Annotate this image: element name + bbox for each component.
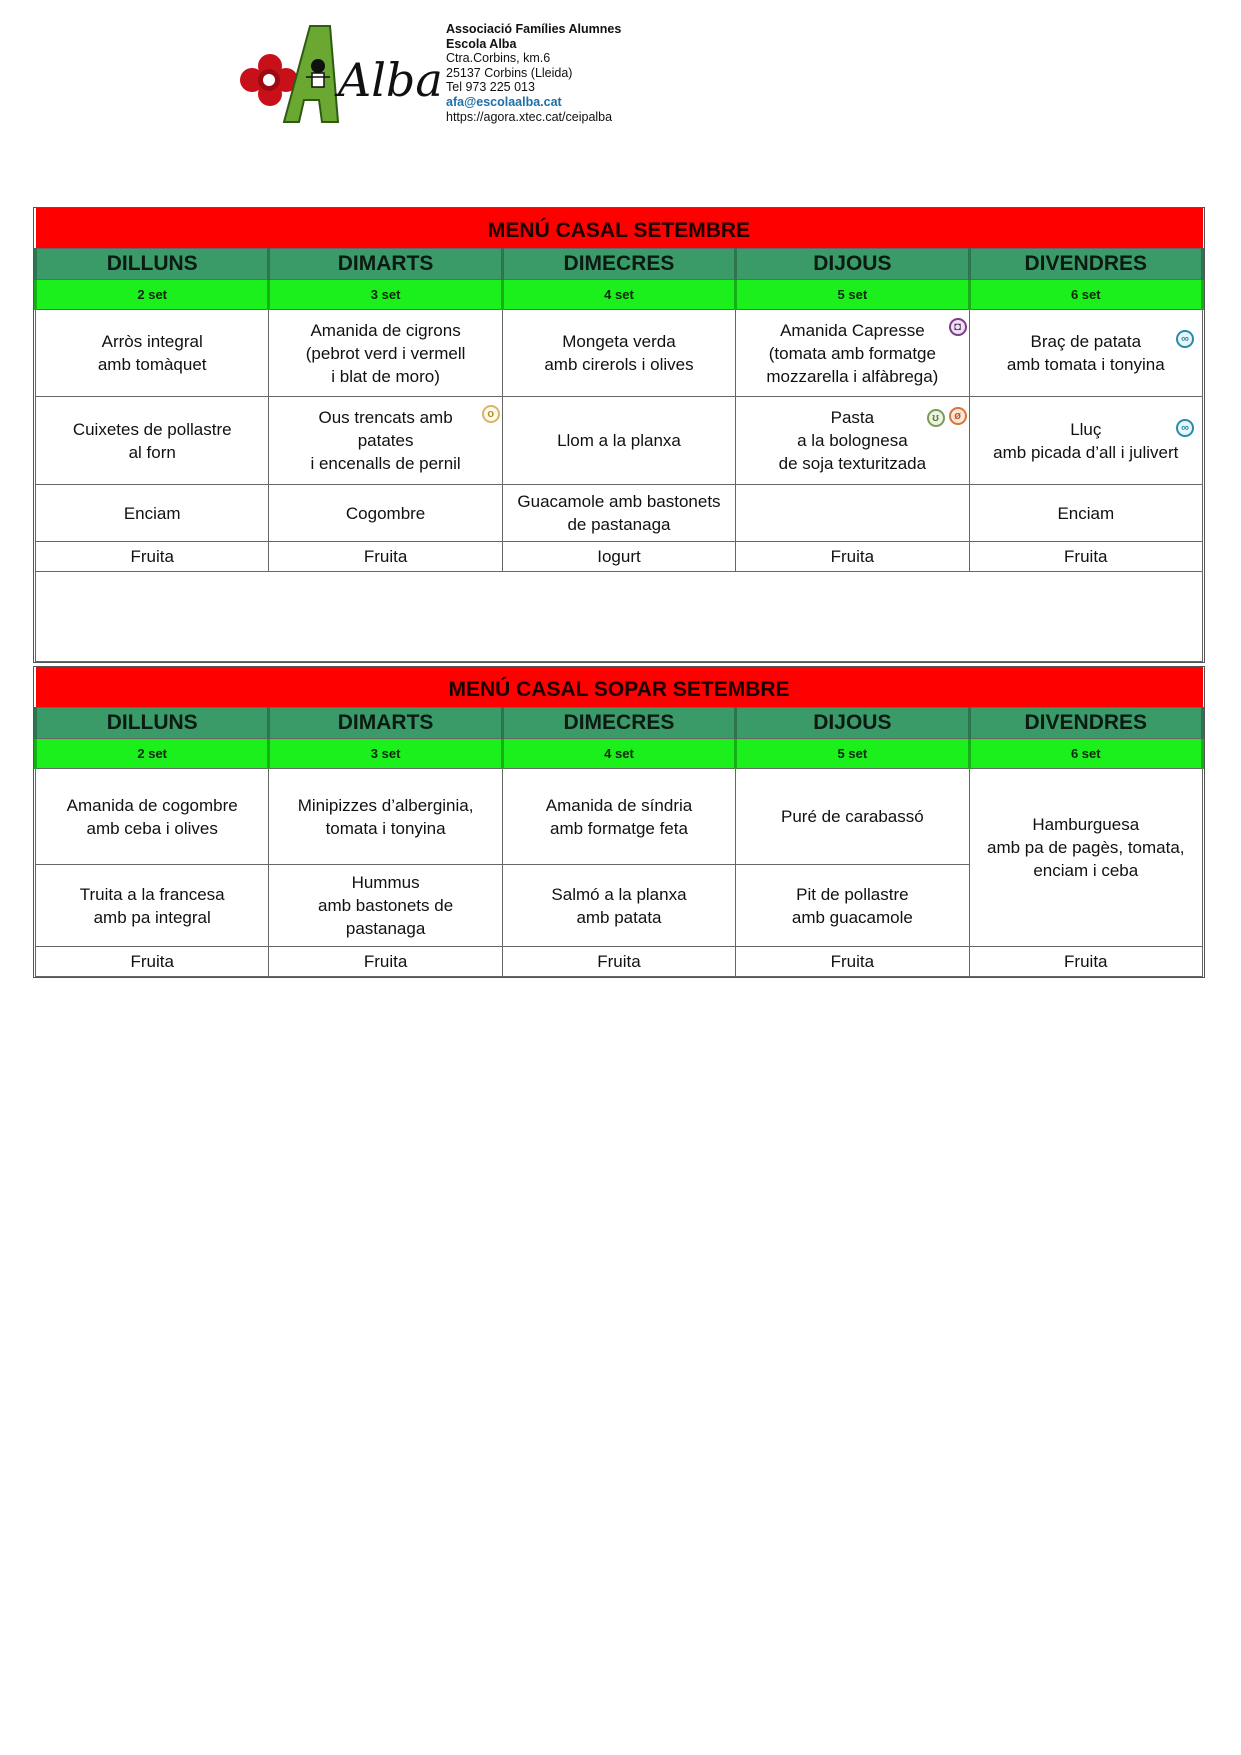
side-cell bbox=[502, 485, 735, 542]
second-course-cell bbox=[502, 865, 735, 947]
dish: Pit de pollastre amb guacamole bbox=[791, 884, 913, 927]
dish: Arròs integral amb tomàquet bbox=[97, 332, 207, 374]
first-course-cell bbox=[36, 769, 269, 865]
dessert-cell: Iogurt bbox=[502, 542, 735, 572]
second-course-cell bbox=[736, 397, 969, 485]
dessert-cell: Fruita bbox=[269, 542, 502, 572]
logo-text: Alba bbox=[338, 53, 443, 107]
dish: Mongeta verda amb cirerols i olives bbox=[544, 332, 694, 374]
date-cell: 2 set bbox=[36, 280, 269, 310]
dish: Salmó a la planxa amb patata bbox=[551, 884, 687, 927]
date-cell: 5 set bbox=[736, 739, 969, 769]
first-course-cell bbox=[502, 769, 735, 865]
dish: Llom a la planxa bbox=[557, 431, 681, 450]
day-header: DIMARTS bbox=[269, 708, 502, 739]
email-link[interactable]: afa@escolaalba.cat bbox=[446, 94, 562, 109]
side-cell bbox=[269, 485, 502, 542]
dessert-cell: Fruita bbox=[969, 947, 1202, 977]
date-cell: 2 set bbox=[36, 739, 269, 769]
dish: Pasta a la bolognesa de soja texturitzada bbox=[778, 408, 927, 473]
lunch-menu-title-cell bbox=[36, 208, 1203, 249]
date-cell: 3 set bbox=[269, 280, 502, 310]
soy-icon: ø bbox=[949, 407, 967, 425]
address-line-1: Ctra.Corbins, km.6 bbox=[446, 51, 551, 66]
second-course-cell bbox=[36, 865, 269, 947]
dessert-cell: Fruita bbox=[969, 542, 1202, 572]
dessert-cell: Fruita bbox=[36, 947, 269, 977]
side-cell bbox=[969, 485, 1202, 542]
day-header: DIJOUS bbox=[736, 249, 969, 280]
dish: Minipizzes d’alberginia, tomata i tonyina bbox=[297, 795, 474, 838]
dish: Amanida de síndria amb formatge feta bbox=[545, 795, 693, 838]
first-course-cell bbox=[969, 310, 1202, 397]
date-cell: 6 set bbox=[969, 739, 1202, 769]
dessert-cell: Fruita bbox=[736, 947, 969, 977]
dish: Hummus amb bastonets de pastanaga bbox=[318, 873, 454, 938]
date-cell: 4 set bbox=[502, 739, 735, 769]
dish: Hamburguesa amb pa de pagès, tomata, enciam i ceba bbox=[987, 815, 1185, 880]
second-course-cell bbox=[269, 397, 502, 485]
second-course-cell bbox=[269, 865, 502, 947]
day-header: DILLUNS bbox=[36, 249, 269, 280]
dish: Lluç amb picada d’all i julivert bbox=[993, 419, 1179, 462]
fish-icon: ∞ bbox=[1176, 330, 1194, 348]
day-header: DIMECRES bbox=[502, 249, 735, 280]
first-course-cell bbox=[36, 310, 269, 397]
dish: Enciam bbox=[1057, 503, 1115, 523]
dish: Braç de patata amb tomata i tonyina bbox=[1006, 332, 1165, 374]
first-course-cell bbox=[736, 769, 969, 865]
day-header: DIJOUS bbox=[736, 708, 969, 739]
fish-icon: ∞ bbox=[1176, 419, 1194, 437]
dessert-cell: Fruita bbox=[36, 542, 269, 572]
dish: Cogombre bbox=[345, 503, 426, 523]
organization-info bbox=[446, 22, 621, 124]
second-course-cell bbox=[36, 397, 269, 485]
date-cell: 3 set bbox=[269, 739, 502, 769]
dish: Guacamole amb bastonets de pastanaga bbox=[517, 492, 721, 534]
date-cell: 4 set bbox=[502, 280, 735, 310]
side-cell bbox=[36, 485, 269, 542]
lunch-menu-title: MENÚ CASAL SETEMBRE bbox=[40, 212, 1199, 248]
main-course-cell bbox=[969, 769, 1202, 947]
dish: Amanida de cogombre amb ceba i olives bbox=[66, 795, 238, 838]
first-course-cell bbox=[502, 310, 735, 397]
org-name: Associació Famílies Alumnes bbox=[446, 22, 622, 36]
dish: Cuixetes de pollastre al forn bbox=[72, 419, 232, 462]
lunch-menu-table bbox=[33, 207, 1205, 663]
blank-spacer bbox=[36, 572, 1203, 662]
dish: Ous trencats amb patates i encenalls de pernil bbox=[310, 408, 461, 473]
dessert-cell: Fruita bbox=[736, 542, 969, 572]
second-course-cell bbox=[502, 397, 735, 485]
address-line-2: 25137 Corbins (Lleida) bbox=[446, 65, 573, 80]
phone: Tel 973 225 013 bbox=[446, 80, 535, 95]
first-course-cell bbox=[269, 310, 502, 397]
day-header: DILLUNS bbox=[36, 708, 269, 739]
second-course-cell bbox=[736, 865, 969, 947]
flower-icon bbox=[240, 54, 298, 106]
dinner-menu-title-cell bbox=[36, 667, 1203, 708]
dish: Truita a la francesa amb pa integral bbox=[79, 884, 225, 927]
dinner-menu-table bbox=[33, 666, 1205, 978]
dessert-cell: Fruita bbox=[502, 947, 735, 977]
gluten-icon: ʊ bbox=[927, 409, 945, 427]
egg-icon: o bbox=[482, 405, 500, 423]
day-header: DIVENDRES bbox=[969, 249, 1202, 280]
first-course-cell bbox=[736, 310, 969, 397]
first-course-cell bbox=[269, 769, 502, 865]
date-cell: 6 set bbox=[969, 280, 1202, 310]
day-header: DIMECRES bbox=[502, 708, 735, 739]
side-cell bbox=[736, 485, 969, 542]
dish: Amanida de cigrons (pebrot verd i vermell i blat de moro) bbox=[305, 320, 466, 386]
dish: Enciam bbox=[123, 503, 181, 523]
day-header: DIVENDRES bbox=[969, 708, 1202, 739]
second-course-cell bbox=[969, 397, 1202, 485]
dessert-cell: Fruita bbox=[269, 947, 502, 977]
school-logo bbox=[226, 22, 443, 126]
date-cell: 5 set bbox=[736, 280, 969, 310]
web-link[interactable]: https://agora.xtec.cat/ceipalba bbox=[446, 109, 613, 124]
dish: Puré de carabassó bbox=[781, 807, 924, 826]
day-header: DIMARTS bbox=[269, 249, 502, 280]
school-name: Escola Alba bbox=[446, 36, 517, 51]
dinner-menu-title: MENÚ CASAL SOPAR SETEMBRE bbox=[40, 671, 1199, 707]
milk-icon: ◘ bbox=[949, 318, 967, 336]
dish: Amanida Capresse (tomata amb formatge mozzarella i alfàbrega) bbox=[766, 320, 939, 386]
